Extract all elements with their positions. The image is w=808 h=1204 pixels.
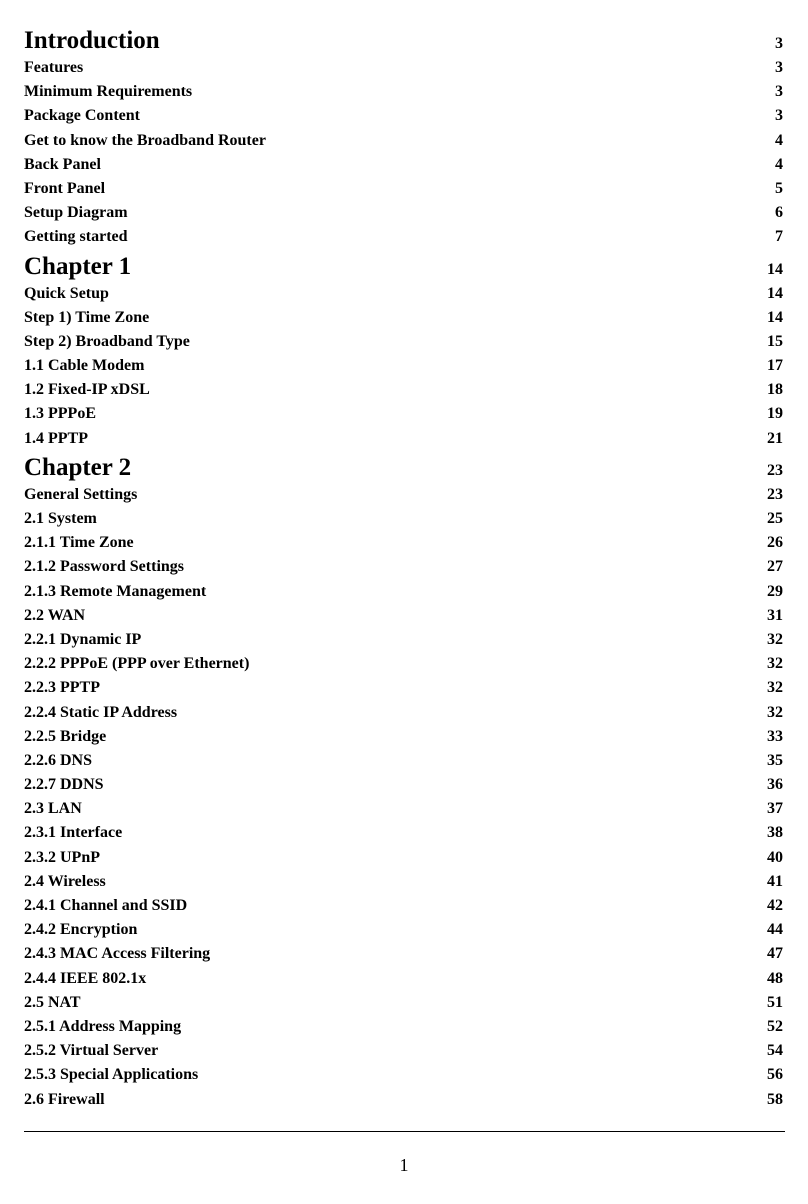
toc-entry-label: 2.2.3 PPTP bbox=[24, 679, 100, 697]
toc-entry-page-number: 32 bbox=[767, 679, 783, 697]
toc-entry[interactable] bbox=[24, 154, 783, 178]
toc-entry[interactable] bbox=[24, 379, 783, 403]
toc-entry-label: 2.3.1 Interface bbox=[24, 824, 123, 842]
toc-entry-page-number: 44 bbox=[767, 921, 783, 939]
toc-entry-label: Getting started bbox=[24, 228, 128, 246]
toc-heading-entry[interactable] bbox=[24, 25, 783, 57]
toc-entry-label: 2.2.6 DNS bbox=[24, 751, 93, 769]
toc-entry[interactable] bbox=[24, 178, 783, 202]
toc-entry-page-number: 26 bbox=[767, 534, 783, 552]
toc-entry-page-number: 32 bbox=[767, 630, 783, 648]
toc-entry-page-number: 3 bbox=[775, 83, 783, 101]
toc-entry-label: Get to know the Broadband Router bbox=[24, 131, 266, 149]
toc-entry[interactable] bbox=[24, 774, 783, 798]
toc-heading-entry[interactable] bbox=[24, 251, 783, 283]
toc-entry[interactable] bbox=[24, 1016, 783, 1040]
toc-entry[interactable] bbox=[24, 355, 783, 379]
toc-entry-page-number: 4 bbox=[775, 131, 783, 149]
toc-entry[interactable] bbox=[24, 57, 783, 81]
toc-entry-label: Front Panel bbox=[24, 179, 106, 197]
toc-entry[interactable] bbox=[24, 653, 783, 677]
toc-entry-page-number: 32 bbox=[767, 703, 783, 721]
toc-entry-label: Minimum Requirements bbox=[24, 83, 193, 101]
toc-entry[interactable] bbox=[24, 1089, 783, 1113]
toc-entry[interactable] bbox=[24, 871, 783, 895]
toc-entry[interactable] bbox=[24, 1064, 783, 1088]
toc-entry-label: 2.6 Firewall bbox=[24, 1090, 105, 1108]
toc-entry[interactable] bbox=[24, 202, 783, 226]
toc-entry-page-number: 54 bbox=[767, 1042, 783, 1060]
toc-entry-page-number: 56 bbox=[767, 1066, 783, 1084]
toc-entry-label: Chapter 2 bbox=[24, 453, 132, 481]
toc-entry[interactable] bbox=[24, 130, 783, 154]
toc-entry[interactable] bbox=[24, 403, 783, 427]
toc-entry-page-number: 14 bbox=[767, 284, 783, 302]
toc-entry-page-number: 7 bbox=[775, 228, 783, 246]
toc-entry-label: 2.1.3 Remote Management bbox=[24, 582, 207, 600]
toc-entry-label: 2.2.2 PPPoE (PPP over Ethernet) bbox=[24, 655, 250, 673]
toc-entry-label: 2.2 WAN bbox=[24, 606, 86, 624]
toc-entry-page-number: 29 bbox=[767, 582, 783, 600]
toc-entry-page-number: 14 bbox=[767, 308, 783, 326]
toc-entry-page-number: 48 bbox=[767, 969, 783, 987]
toc-entry-page-number: 27 bbox=[767, 558, 783, 576]
toc-entry-label: 1.1 Cable Modem bbox=[24, 357, 145, 375]
toc-entry-label: 2.4.4 IEEE 802.1x bbox=[24, 969, 147, 987]
toc-entry-page-number: 3 bbox=[775, 107, 783, 125]
toc-entry[interactable] bbox=[24, 968, 783, 992]
toc-entry-page-number: 52 bbox=[767, 1017, 783, 1035]
toc-entry-page-number: 42 bbox=[767, 897, 783, 914]
toc-entry-label: 2.1 System bbox=[24, 510, 97, 527]
toc-entry[interactable] bbox=[24, 556, 783, 580]
toc-entry-label: 2.4.1 Channel and SSID bbox=[24, 897, 188, 914]
toc-entry[interactable] bbox=[24, 307, 783, 331]
toc-entry-label: 2.2.7 DDNS bbox=[24, 776, 104, 794]
toc-entry-label: 2.1.2 Password Settings bbox=[24, 558, 185, 576]
toc-entry[interactable] bbox=[24, 283, 783, 307]
toc-entry-page-number: 37 bbox=[767, 800, 783, 818]
toc-entry[interactable] bbox=[24, 508, 783, 532]
toc-entry-label: 1.2 Fixed-IP xDSL bbox=[24, 381, 150, 399]
toc-entry[interactable] bbox=[24, 822, 783, 846]
toc-entry-label: 2.4 Wireless bbox=[24, 872, 106, 890]
toc-entry[interactable] bbox=[24, 919, 783, 943]
footer-divider bbox=[24, 1131, 785, 1132]
toc-entry[interactable] bbox=[24, 750, 783, 774]
toc-entry-page-number: 47 bbox=[767, 945, 783, 963]
page-number: 1 bbox=[399, 1155, 409, 1175]
toc-entry-page-number: 21 bbox=[767, 429, 783, 447]
toc-entry-label: Package Content bbox=[24, 107, 140, 125]
toc-entry[interactable] bbox=[24, 226, 783, 250]
toc-entry-label: Setup Diagram bbox=[24, 204, 128, 222]
toc-entry[interactable] bbox=[24, 895, 783, 919]
toc-entry-page-number: 3 bbox=[775, 35, 783, 52]
toc-entry[interactable] bbox=[24, 847, 783, 871]
toc-entry-page-number: 15 bbox=[767, 332, 783, 350]
toc-entry[interactable] bbox=[24, 532, 783, 556]
toc-entry-label: General Settings bbox=[24, 485, 138, 503]
toc-entry-page-number: 31 bbox=[767, 606, 783, 624]
toc-entry-page-number: 40 bbox=[767, 848, 783, 866]
toc-entry-label: 2.4.3 MAC Access Filtering bbox=[24, 945, 211, 963]
toc-entry-label: Step 1) Time Zone bbox=[24, 308, 150, 326]
toc-entry-label: 2.5.1 Address Mapping bbox=[24, 1017, 182, 1035]
toc-entry-label: 2.5.2 Virtual Server bbox=[24, 1042, 159, 1060]
toc-entry-page-number: 5 bbox=[775, 179, 783, 197]
toc-entry-page-number: 3 bbox=[775, 59, 783, 76]
toc-entry-page-number: 17 bbox=[767, 357, 783, 375]
toc-entry-label: Step 2) Broadband Type bbox=[24, 332, 190, 350]
toc-entry-page-number: 18 bbox=[767, 381, 783, 399]
toc-entry-label: Features bbox=[24, 59, 84, 76]
toc-entry-page-number: 4 bbox=[775, 155, 783, 173]
toc-entry-label: 2.3 LAN bbox=[24, 800, 82, 818]
toc-entry[interactable] bbox=[24, 331, 783, 355]
toc-entry-page-number: 32 bbox=[767, 655, 783, 673]
toc-entry-page-number: 14 bbox=[767, 260, 783, 278]
toc-entry-page-number: 41 bbox=[767, 872, 783, 890]
toc-entry[interactable] bbox=[24, 677, 783, 701]
toc-entry-label: 2.3.2 UPnP bbox=[24, 848, 100, 866]
toc-entry-label: 2.1.1 Time Zone bbox=[24, 534, 134, 552]
toc-entry-page-number: 6 bbox=[775, 204, 783, 222]
toc-entry[interactable] bbox=[24, 1040, 783, 1064]
toc-entry-label: Chapter 1 bbox=[24, 252, 132, 280]
toc-entry-page-number: 36 bbox=[767, 776, 783, 794]
toc-entry[interactable] bbox=[24, 629, 783, 653]
toc-entry[interactable] bbox=[24, 484, 783, 508]
toc-heading-entry[interactable] bbox=[24, 452, 783, 484]
toc-entry-page-number: 19 bbox=[767, 405, 783, 423]
toc-entry-page-number: 51 bbox=[767, 993, 783, 1011]
toc-entry-page-number: 35 bbox=[767, 751, 783, 769]
table-of-contents bbox=[24, 25, 783, 1113]
toc-entry[interactable] bbox=[24, 428, 783, 452]
toc-entry-page-number: 33 bbox=[767, 727, 783, 745]
toc-entry[interactable] bbox=[24, 81, 783, 105]
toc-entry-label: Quick Setup bbox=[24, 284, 109, 302]
toc-entry-label: 1.4 PPTP bbox=[24, 429, 88, 447]
toc-entry-label: Introduction bbox=[24, 27, 160, 54]
toc-entry-page-number: 23 bbox=[767, 461, 783, 479]
toc-entry[interactable] bbox=[24, 798, 783, 822]
toc-entry-label: 2.5 NAT bbox=[24, 993, 81, 1011]
toc-entry-label: Back Panel bbox=[24, 155, 101, 173]
toc-entry[interactable] bbox=[24, 605, 783, 629]
toc-entry[interactable] bbox=[24, 726, 783, 750]
toc-entry[interactable] bbox=[24, 105, 783, 129]
toc-entry-label: 1.3 PPPoE bbox=[24, 405, 96, 423]
toc-entry-label: 2.2.5 Bridge bbox=[24, 727, 107, 745]
toc-entry[interactable] bbox=[24, 581, 783, 605]
toc-entry[interactable] bbox=[24, 992, 783, 1016]
toc-entry-label: 2.2.1 Dynamic IP bbox=[24, 630, 142, 648]
toc-entry-label: 2.5.3 Special Applications bbox=[24, 1066, 199, 1084]
toc-entry-page-number: 58 bbox=[767, 1090, 783, 1108]
toc-entry-page-number: 38 bbox=[767, 824, 783, 842]
toc-entry-label: 2.4.2 Encryption bbox=[24, 921, 138, 939]
toc-entry-page-number: 25 bbox=[767, 510, 783, 527]
toc-entry-page-number: 23 bbox=[767, 485, 783, 503]
toc-entry[interactable] bbox=[24, 702, 783, 726]
toc-entry-label: 2.2.4 Static IP Address bbox=[24, 703, 178, 721]
toc-entry[interactable] bbox=[24, 943, 783, 967]
